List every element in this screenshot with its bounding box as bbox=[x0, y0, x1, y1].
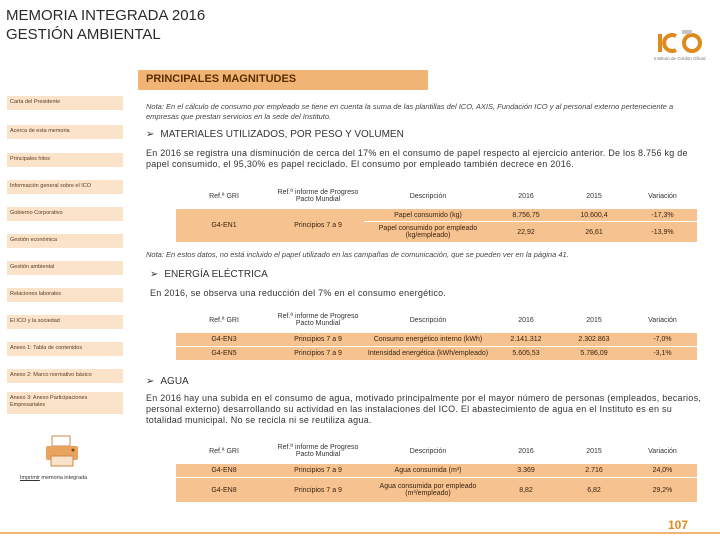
header-2016: 2016 bbox=[492, 183, 560, 209]
materials-heading-text: MATERIALES UTILIZADOS, POR PESO Y VOLUMEN bbox=[160, 129, 404, 140]
table-row bbox=[176, 464, 697, 477]
logo-subtitle: Instituto de Crédito Oficial bbox=[654, 56, 706, 61]
cell-gri: G4-EN5 bbox=[176, 347, 272, 360]
energy-table bbox=[176, 307, 697, 360]
header-2015: 2015 bbox=[560, 438, 628, 464]
sidebar-item-sociedad[interactable]: El ICO y la sociedad bbox=[7, 315, 123, 329]
header-2016: 2016 bbox=[492, 438, 560, 464]
sidebar-item-gobierno[interactable]: Gobierno Corporativo bbox=[7, 207, 123, 221]
header-pacto: Ref.ª informe de Progreso Pacto Mundial bbox=[272, 307, 364, 333]
cell-gri: G4-EN8 bbox=[176, 464, 272, 477]
cell-pacto: Principios 7 a 9 bbox=[272, 333, 364, 346]
table-row bbox=[176, 333, 697, 346]
cell-2016: 22,92 bbox=[492, 222, 560, 242]
cell-2016: 8,82 bbox=[492, 478, 560, 502]
sidebar-item-anexo2[interactable]: Anexo 2: Marco normativo básico bbox=[7, 369, 123, 383]
cell-2015: 6,82 bbox=[560, 478, 628, 502]
header-variacion: Variación bbox=[628, 307, 697, 333]
cell-desc: Intensidad energética (kWh/empleado) bbox=[364, 347, 492, 360]
energy-heading-text: ENERGÍA ELÉCTRICA bbox=[164, 269, 268, 280]
header-2015: 2015 bbox=[560, 307, 628, 333]
sidebar-item-carta[interactable]: Carta del Presidente bbox=[7, 96, 123, 110]
sidebar-item-laborales[interactable]: Relaciones laborales bbox=[7, 288, 123, 302]
header-pacto: Ref.ª informe de Progreso Pacto Mundial bbox=[272, 438, 364, 464]
title-line-1: MEMORIA INTEGRADA 2016 bbox=[6, 7, 206, 24]
energy-heading bbox=[150, 269, 268, 280]
cell-gri: G4-EN8 bbox=[176, 478, 272, 502]
header-gri: Ref.ª GRI bbox=[176, 183, 272, 209]
materials-paragraph: En 2016 se registra una disminución de cerca del 17% en el consumo de papel respecto al ejercicio anterior. De los 8.756 kg de papel consumido, el 95,30% es papel reciclado. El consumo por empleado también decrece en 2016. bbox=[146, 148, 688, 169]
cell-2015: 26,61 bbox=[560, 222, 628, 242]
header-desc: Descripción bbox=[364, 307, 492, 333]
ico-logo bbox=[652, 26, 712, 66]
header-gri: Ref.ª GRI bbox=[176, 307, 272, 333]
cell-2016: 8.756,75 bbox=[492, 209, 560, 221]
header-2015: 2015 bbox=[560, 183, 628, 209]
header-pacto: Ref.ª informe de Progreso Pacto Mundial bbox=[272, 183, 364, 209]
bottom-divider bbox=[0, 532, 720, 534]
header-desc: Descripción bbox=[364, 183, 492, 209]
header-desc: Descripción bbox=[364, 438, 492, 464]
sidebar-item-ambiental[interactable]: Gestión ambiental bbox=[7, 261, 123, 275]
sidebar-item-anexo1[interactable]: Anexo 1: Tabla de contenidos bbox=[7, 342, 123, 356]
table-row bbox=[176, 209, 697, 221]
cell-2016: 2.141.312 bbox=[492, 333, 560, 346]
cell-desc: Consumo energético interno (kWh) bbox=[364, 333, 492, 346]
header-variacion: Variación bbox=[628, 438, 697, 464]
cell-2015: 10.600,4 bbox=[560, 209, 628, 221]
cell-gri: G4-EN1 bbox=[176, 209, 272, 242]
water-paragraph: En 2016 hay una subida en el consumo de agua, motivado principalmente por el mayor número de personas (empleados, becarios, personal externo) desarrollando su actividad en las instalaciones del ICO. El abastecimiento de agua en el Instituto es en su totalidad municipal. No se recicla ni se reutiliza agua. bbox=[146, 393, 702, 425]
cell-variacion: -7,0% bbox=[628, 333, 697, 346]
print-link-rest: memoria integrada bbox=[39, 475, 88, 481]
header-gri: Ref.ª GRI bbox=[176, 438, 272, 464]
sidebar-item-hitos[interactable]: Principales hitos bbox=[7, 153, 123, 167]
arrow-right-icon: ➢ bbox=[146, 376, 155, 387]
cell-pacto: Principios 7 a 9 bbox=[272, 464, 364, 477]
cell-variacion: -13,9% bbox=[628, 222, 697, 242]
cell-2015: 2.716 bbox=[560, 464, 628, 477]
sidebar-item-economica[interactable]: Gestión económica bbox=[7, 234, 123, 248]
table-row bbox=[176, 347, 697, 360]
header-2016: 2016 bbox=[492, 307, 560, 333]
header-variacion: Variación bbox=[628, 183, 697, 209]
water-heading-text: AGUA bbox=[160, 376, 189, 387]
table-header-row bbox=[176, 438, 697, 464]
cell-gri: G4-EN3 bbox=[176, 333, 272, 346]
cell-pacto: Principios 7 a 9 bbox=[272, 209, 364, 242]
cell-2015: 2.302.863 bbox=[560, 333, 628, 346]
arrow-right-icon: ➢ bbox=[150, 269, 159, 280]
cell-variacion: -17,3% bbox=[628, 209, 697, 221]
cell-variacion: 29,2% bbox=[628, 478, 697, 502]
materials-table bbox=[176, 183, 697, 242]
materials-note: Nota: En estos datos, no está incluido el papel utilizado en las campañas de comunicación, que se pueden ver en la página 41. bbox=[146, 250, 569, 259]
cell-2016: 3.369 bbox=[492, 464, 560, 477]
cell-2015: 5.786,09 bbox=[560, 347, 628, 360]
cell-variacion: 24,0% bbox=[628, 464, 697, 477]
table-row bbox=[176, 478, 697, 502]
cell-desc: Papel consumido por empleado (kg/empleado) bbox=[364, 222, 492, 242]
sidebar-item-acerca[interactable]: Acerca de esta memoria bbox=[7, 125, 123, 139]
print-link[interactable] bbox=[20, 475, 87, 481]
cell-variacion: -3,1% bbox=[628, 347, 697, 360]
cell-desc: Papel consumido (kg) bbox=[364, 209, 492, 221]
materials-heading bbox=[146, 129, 404, 140]
cell-pacto: Principios 7 a 9 bbox=[272, 478, 364, 502]
cell-desc: Agua consumida por empleado (m³/empleado) bbox=[364, 478, 492, 502]
title-line-2: GESTIÓN AMBIENTAL bbox=[6, 26, 161, 43]
cell-desc: Agua consumida (m³) bbox=[364, 464, 492, 477]
water-table bbox=[176, 438, 697, 502]
cell-pacto: Principios 7 a 9 bbox=[272, 347, 364, 360]
print-link-underlined[interactable]: Imprimir bbox=[20, 475, 40, 481]
employee-calculation-note: Nota: En el cálculo de consumo por empleado se tiene en cuenta la suma de las plantillas del ICO, AXIS, Fundación ICO y al personal externo perteneciente a empresas que prestan servicios en la sede del Instituto. bbox=[146, 102, 674, 121]
page-number: 107 bbox=[668, 518, 689, 532]
document-title bbox=[6, 6, 205, 44]
arrow-right-icon: ➢ bbox=[146, 129, 155, 140]
sidebar-item-informacion[interactable]: Información general sobre el ICO bbox=[7, 180, 123, 194]
cell-2016: 5.605,53 bbox=[492, 347, 560, 360]
table-header-row bbox=[176, 183, 697, 209]
table-header-row bbox=[176, 307, 697, 333]
ico-logo-icon bbox=[652, 26, 712, 56]
sidebar-item-anexo3[interactable]: Anexo 3: Anexo Participaciones Empresariales bbox=[7, 392, 123, 414]
magnitudes-title-bar: PRINCIPALES MAGNITUDES bbox=[138, 70, 428, 90]
water-heading bbox=[146, 376, 189, 387]
printer-icon[interactable] bbox=[42, 434, 82, 468]
energy-paragraph: En 2016, se observa una reducción del 7% en el consumo energético. bbox=[150, 288, 447, 298]
